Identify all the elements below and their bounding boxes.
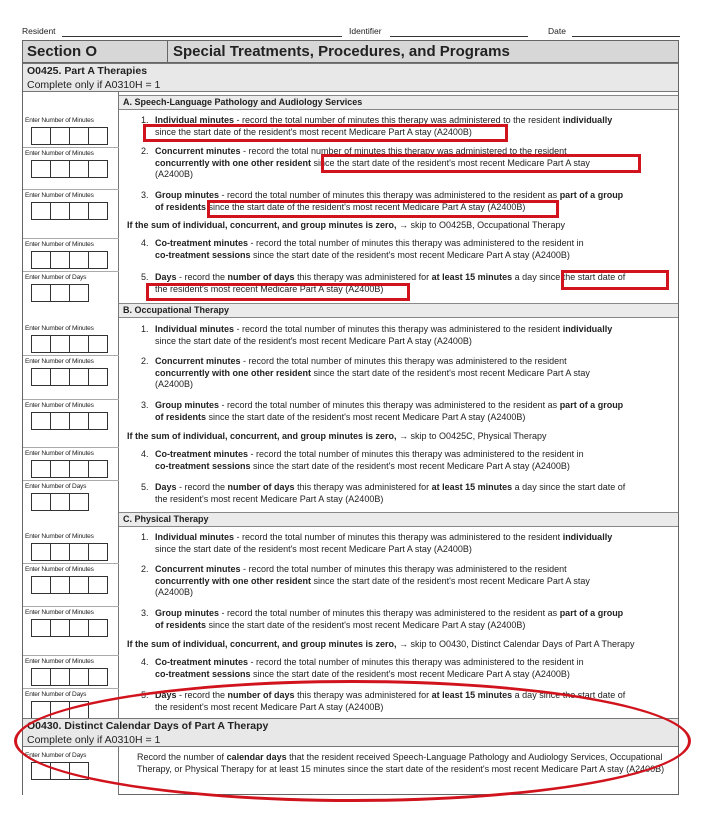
item-o0425-title: O0425. Part A Therapies — [27, 65, 148, 77]
question-b1: 1. Individual minutes - record the total number of minutes this therapy was administered to the resident individually since the start date of the resident's most recent Medicare Part A stay (A2400B) — [141, 324, 613, 346]
item-o0425-subtitle: Complete only if A0310H = 1 — [27, 79, 161, 91]
row-separator — [23, 399, 119, 400]
c3-minutes-input[interactable] — [31, 619, 107, 637]
a5-days-input[interactable] — [31, 284, 88, 302]
highlight-box — [561, 270, 669, 290]
resident-label: Resident — [22, 26, 56, 36]
entry-label: Enter Number of Minutes — [25, 117, 94, 124]
entry-label: Enter Number of Minutes — [25, 658, 94, 665]
a1-minutes-input[interactable] — [31, 127, 107, 145]
form-header — [0, 0, 704, 40]
identifier-label: Identifier — [349, 26, 382, 36]
b4-minutes-input[interactable] — [31, 460, 107, 478]
question-a1: 1. Individual minutes - record the total number of minutes this therapy was administered to the resident individually since the start date of the resident's most recent Medicare Part A stay (A2400B) — [141, 115, 613, 137]
row-separator — [23, 271, 119, 272]
question-a4: 4. Co-treatment minutes - record the total number of minutes this therapy was administered to the resident in co-treatment sessions since the start date of the resident's most recent Medicare Part A stay (A2400B) — [141, 238, 584, 260]
question-b4: 4. Co-treatment minutes - record the total number of minutes this therapy was administered to the resident in co-treatment sessions since the start date of the resident's most recent Medicare Part A stay (A2400B) — [141, 449, 584, 471]
a4-minutes-input[interactable] — [31, 251, 107, 269]
question-a3: 3. Group minutes - record the total number of minutes this therapy was administered to the resident as part of a group of residents since the start date of the resident's most recent Medicare Part A stay (A2400B) — [141, 190, 624, 212]
highlight-box — [321, 154, 641, 173]
subsection-b-title: B. Occupational Therapy — [123, 305, 230, 315]
item-o0425-header — [23, 63, 678, 92]
question-c3: 3. Group minutes - record the total number of minutes this therapy was administered to the resident as part of a group of residents since the start date of the resident's most recent Medicare Part A stay (A2400B) — [141, 608, 624, 630]
entry-label: Enter Number of Minutes — [25, 533, 94, 540]
entry-label: Enter Number of Days — [25, 691, 87, 698]
question-c4: 4. Co-treatment minutes - record the total number of minutes this therapy was administered to the resident in co-treatment sessions since the start date of the resident's most recent Medicare Part A stay (A2400B) — [141, 657, 584, 679]
row-separator — [23, 688, 119, 689]
b1-minutes-input[interactable] — [31, 335, 107, 353]
c4-minutes-input[interactable] — [31, 668, 107, 686]
subsection-c-title: C. Physical Therapy — [123, 514, 209, 524]
question-a5: 5. Days - record the number of days this therapy was administered for at least 15 minutes a day since the start date of the resident's most recent Medicare Part A stay (A2400B) — [141, 272, 626, 294]
b5-days-input[interactable] — [31, 493, 88, 511]
question-b3: 3. Group minutes - record the total number of minutes this therapy was administered to the resident as part of a group of residents since the start date of the resident's most recent Medicare Part A stay (A2400B) — [141, 400, 624, 422]
entry-label: Enter Number of Minutes — [25, 325, 94, 332]
question-c5: 5. Days - record the number of days this therapy was administered for at least 15 minutes a day since the start date of the resident's most recent Medicare Part A stay (A2400B) — [141, 690, 626, 712]
question-a2: 2. Concurrent minutes - record the total number of minutes this therapy was administered to the resident concurrently with one other resident since the start date of the resident's most recent Medicare Part A stay (A2400B) — [141, 146, 590, 179]
item-o0430-title: O0430. Distinct Calendar Days of Part A Therapy — [27, 720, 269, 732]
row-separator — [23, 606, 119, 607]
row-separator — [23, 655, 119, 656]
highlight-box — [146, 283, 410, 301]
highlight-box — [207, 200, 559, 218]
section-header — [23, 41, 678, 63]
b3-minutes-input[interactable] — [31, 412, 107, 430]
o0430-instruction: Record the number of calendar days that the resident received Speech-Language Pathology and Audiology Services, Occupational Therapy, or Physical Therapy for at least 15 minutes since the start date of the resident's most recent Medicare Part A stay (A2400B) — [137, 752, 665, 774]
entry-label: Enter Number of Minutes — [25, 241, 94, 248]
row-separator — [23, 238, 119, 239]
question-b2: 2. Concurrent minutes - record the total number of minutes this therapy was administered to the resident concurrently with one other resident since the start date of the resident's most recent Medicare Part A stay (A2400B) — [141, 356, 590, 389]
entry-label: Enter Number of Minutes — [25, 192, 94, 199]
section-id: Section O — [27, 43, 98, 60]
subsection-b-header — [119, 303, 678, 318]
row-separator — [23, 147, 119, 148]
entry-label: Enter Number of Days — [25, 752, 87, 759]
entry-label: Enter Number of Minutes — [25, 450, 94, 457]
a3-minutes-input[interactable] — [31, 202, 107, 220]
item-o0430-subtitle: Complete only if A0310H = 1 — [27, 734, 161, 746]
subsection-a-title: A. Speech-Language Pathology and Audiology Services — [123, 97, 363, 107]
highlight-box — [143, 124, 508, 142]
row-separator — [23, 563, 119, 564]
b2-minutes-input[interactable] — [31, 368, 107, 386]
c1-minutes-input[interactable] — [31, 543, 107, 561]
arrow-icon: → — [399, 639, 409, 649]
highlight-oval — [14, 680, 691, 802]
entry-label: Enter Number of Days — [25, 483, 87, 490]
skip-instruction-a: If the sum of individual, concurrent, and group minutes is zero, → skip to O0425B, Occupational Therapy — [127, 220, 565, 230]
resident-field[interactable] — [62, 36, 342, 37]
row-separator — [23, 480, 119, 481]
entry-label: Enter Number of Minutes — [25, 402, 94, 409]
question-c1: 1. Individual minutes - record the total number of minutes this therapy was administered to the resident individually since the start date of the resident's most recent Medicare Part A stay (A2400B) — [141, 532, 613, 554]
c2-minutes-input[interactable] — [31, 576, 107, 594]
row-separator — [23, 447, 119, 448]
question-c2: 2. Concurrent minutes - record the total number of minutes this therapy was administered to the resident concurrently with one other resident since the start date of the resident's most recent Medicare Part A stay (A2400B) — [141, 564, 590, 597]
section-divider — [167, 41, 168, 63]
date-label: Date — [548, 26, 566, 36]
skip-instruction-b: If the sum of individual, concurrent, and group minutes is zero, → skip to O0425C, Physical Therapy — [127, 431, 547, 441]
entry-label: Enter Number of Minutes — [25, 609, 94, 616]
identifier-field[interactable] — [390, 36, 528, 37]
row-separator — [23, 189, 119, 190]
section-title: Special Treatments, Procedures, and Programs — [173, 43, 510, 60]
arrow-icon: → — [399, 431, 409, 441]
date-field[interactable] — [572, 36, 680, 37]
entry-label: Enter Number of Minutes — [25, 358, 94, 365]
a2-minutes-input[interactable] — [31, 160, 107, 178]
row-separator — [23, 355, 119, 356]
skip-instruction-c: If the sum of individual, concurrent, and group minutes is zero, → skip to O0430, Distinct Calendar Days of Part A Therapy — [127, 639, 635, 649]
entry-label: Enter Number of Minutes — [25, 150, 94, 157]
entry-label: Enter Number of Days — [25, 274, 87, 281]
entry-label: Enter Number of Minutes — [25, 566, 94, 573]
question-b5: 5. Days - record the number of days this therapy was administered for at least 15 minutes a day since the start date of the resident's most recent Medicare Part A stay (A2400B) — [141, 482, 626, 504]
subsection-a-header — [119, 95, 678, 110]
subsection-c-header — [119, 512, 678, 527]
arrow-icon: → — [399, 220, 409, 230]
